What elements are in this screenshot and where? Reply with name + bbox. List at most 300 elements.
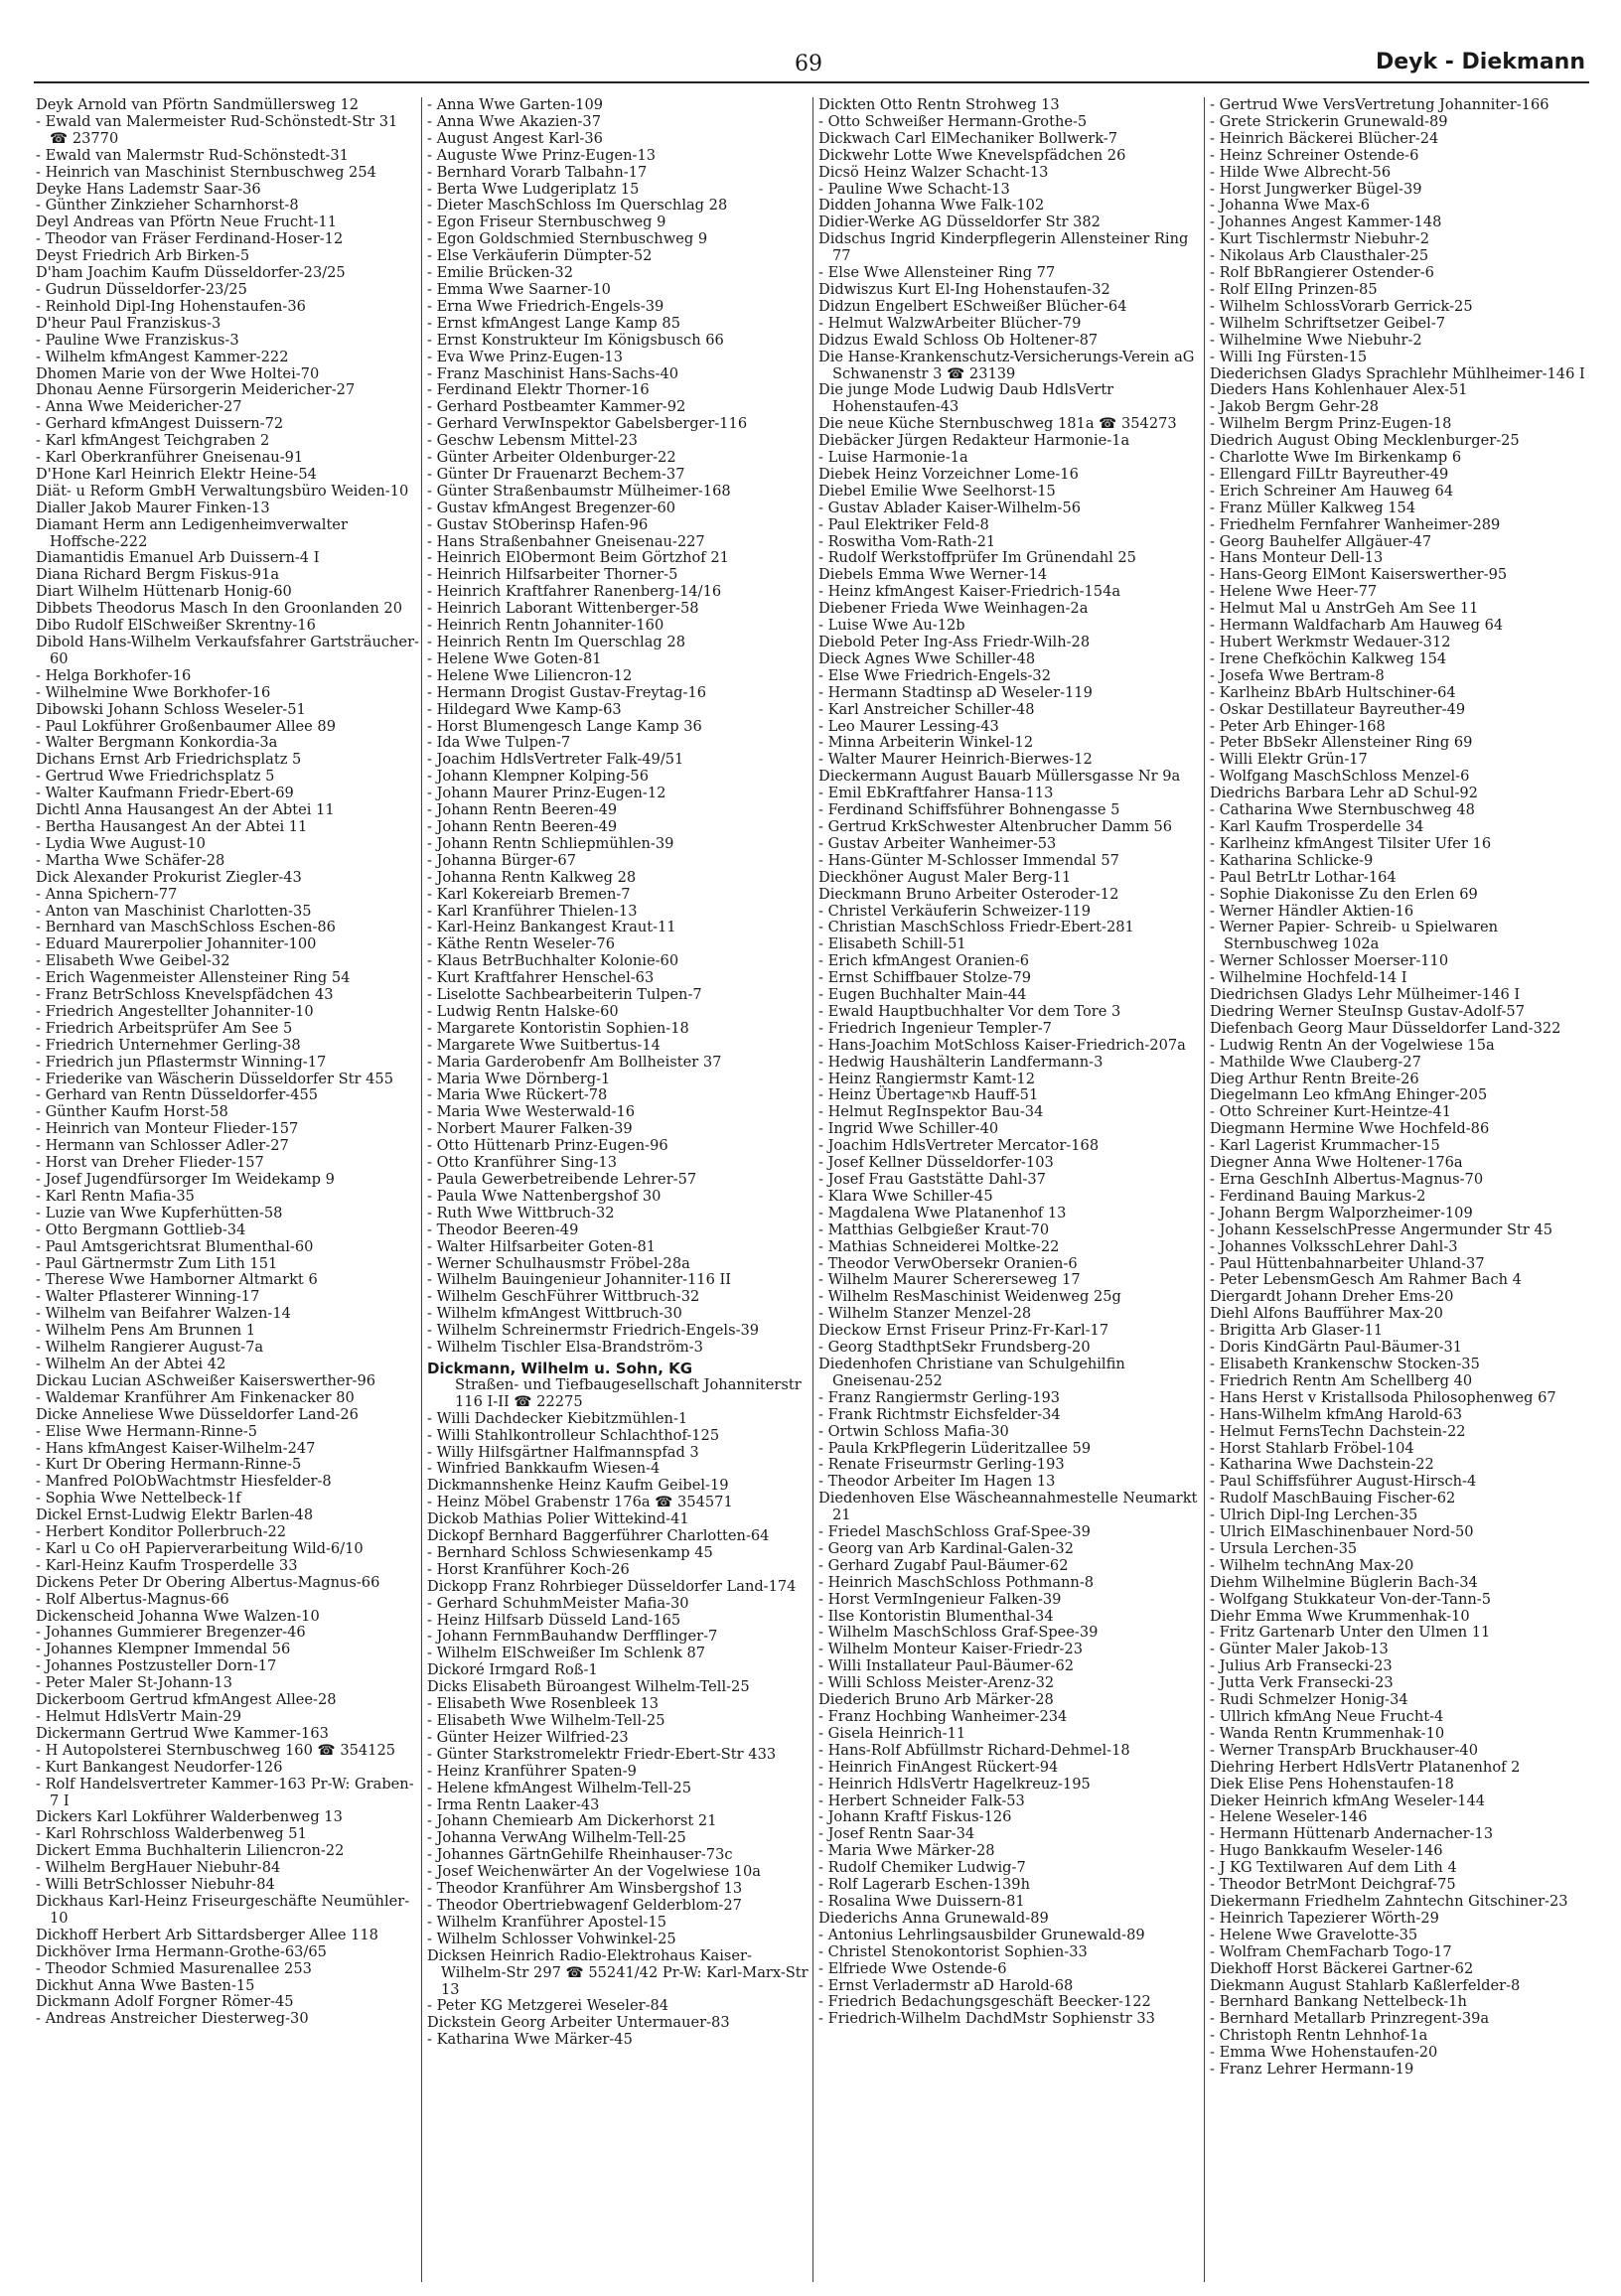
directory-entry: Dickau Lucian ASchweißer Kaiserswerther-96: [36, 1371, 376, 1389]
directory-entry: - Ludwig Rentn An der Vogelwiese 15a: [1210, 1036, 1495, 1054]
directory-entry: Diät- u Reform GmbH Verwaltungsbüro Weiden-10: [36, 482, 409, 500]
directory-entry: Diekmann August Stahlarb Kaßlerfelder-8: [1210, 1976, 1521, 1994]
directory-entry: - Wilhelm Bergm Prinz-Eugen-18: [1210, 415, 1452, 433]
directory-entry: - Gustav kfmAngest Bregenzer-60: [427, 499, 676, 516]
directory-entry: - Horst Stahlarb Fröbel-104: [1210, 1439, 1414, 1457]
directory-entry: - Ullrich kfmAng Neue Frucht-4: [1210, 1708, 1444, 1725]
directory-entry: Didwiszus Kurt El-Ing Hohenstaufen-32: [818, 280, 1110, 298]
column-3: [818, 97, 1202, 2284]
directory-entry: - Walter Pflasterer Winning-17: [36, 1288, 260, 1306]
directory-entry: - Helene Wwe Gravelotte-35: [1210, 1926, 1418, 1943]
directory-entry: Dichans Ernst Arb Friedrichsplatz 5: [36, 751, 302, 769]
directory-entry: - Karl Rohrschloss Walderbenweg 51: [36, 1825, 307, 1843]
directory-entry: Dickerboom Gertrud kfmAngest Allee-28: [36, 1691, 337, 1709]
directory-entry: - Otto Hüttenarb Prinz-Eugen-96: [427, 1137, 668, 1155]
directory-entry: Dieckmann Bruno Arbeiter Osteroder-12: [818, 885, 1119, 903]
directory-entry: - Rolf ElIng Prinzen-85: [1210, 280, 1378, 298]
directory-entry: - Wilhelm technAng Max-20: [1210, 1556, 1414, 1574]
directory-entry: - Johannes VolksschLehrer Dahl-3: [1210, 1237, 1458, 1255]
directory-entry: - Wilhelm Stanzer Menzel-28: [818, 1305, 1032, 1323]
directory-entry: Dickopp Franz Rohrbieger Düsseldorfer Land-174: [427, 1577, 797, 1595]
directory-entry: - Ruth Wwe Wittbruch-32: [427, 1204, 615, 1221]
directory-entry: Deyke Hans Lademstr Saar-36: [36, 180, 261, 198]
directory-entry: - Brigitta Arb Glaser-11: [1210, 1322, 1384, 1340]
directory-entry: - Hildegard Wwe Kamp-63: [427, 700, 622, 718]
directory-entry: - Ingrid Wwe Schiller-40: [818, 1120, 999, 1138]
directory-entry: - Friedrich Ingenieur Templer-7: [818, 1019, 1052, 1037]
directory-entry: - Ortwin Schloss Mafia-30: [818, 1422, 1009, 1440]
directory-entry: - Kurt Tischlermstr Niebuhr-2: [1210, 230, 1429, 248]
directory-entry: - Kurt Bankangest Neudorfer-126: [36, 1758, 283, 1776]
directory-entry: - Wilhelm Kranführer Apostel-15: [427, 1913, 667, 1931]
directory-entry: - Else Wwe Friedrich-Engels-32: [818, 666, 1052, 684]
directory-entry: - Wilhelm SchlossVorarb Gerrick-25: [1210, 297, 1473, 315]
directory-entry: - Maria Wwe Rückert-78: [427, 1086, 608, 1104]
directory-entry: - Karl kfmAngest Teichgraben 2: [36, 432, 270, 450]
directory-entry: - Maria Wwe Märker-28: [818, 1842, 995, 1860]
directory-entry: Diehr Emma Wwe Krummenhak-10: [1210, 1607, 1470, 1625]
directory-entry: - Hermann Stadtinsp aD Weseler-119: [818, 683, 1093, 701]
directory-entry: - Karlheinz kfmAngest Tilsiter Ufer 16: [1210, 834, 1492, 852]
directory-entry: - Ewald van Malermstr Rud-Schönstedt-31: [36, 146, 349, 164]
directory-entry: - Lydia Wwe August-10: [36, 834, 206, 852]
directory-entry: - Hans Herst v Kristallsoda Philosophenweg 67: [1210, 1388, 1556, 1406]
directory-entry: Dieker Heinrich kfmAng Weseler-144: [1210, 1792, 1486, 1809]
directory-entry: - Heinrich Rentn Johanniter-160: [427, 617, 664, 635]
directory-entry: Dicks Elisabeth Büroangest Wilhelm-Tell-25: [427, 1678, 750, 1696]
directory-entry: Dickopf Bernhard Baggerführer Charlotten-64: [427, 1527, 770, 1545]
directory-entry: - Peter KG Metzgerei Weseler-84: [427, 1997, 669, 2015]
directory-entry: - Walter Bergmann Konkordia-3a: [36, 734, 278, 752]
directory-entry: - Rosalina Wwe Duissern-81: [818, 1892, 1025, 1910]
directory-entry: Diekhoff Horst Bäckerei Gartner-62: [1210, 1959, 1474, 1977]
column-1: [36, 97, 419, 2284]
directory-entry: - Johann KesselschPresse Angermunder Str 45: [1210, 1220, 1553, 1238]
directory-entry: - Hans Monteur Dell-13: [1210, 549, 1384, 567]
directory-entry: Diek Elise Pens Hohenstaufen-18: [1210, 1775, 1454, 1793]
directory-entry: - Hugo Bankkaufm Weseler-146: [1210, 1842, 1443, 1860]
directory-entry: - Hermann van Schlosser Adler-27: [36, 1137, 289, 1155]
directory-entry: - Horst VermIngenieur Falken-39: [818, 1590, 1062, 1608]
directory-entry: - Johann Rentn Beeren-49: [427, 817, 618, 835]
directory-entry: - Wilhelmine Wwe Borkhofer-16: [36, 683, 271, 701]
directory-entry: - Paula Gewerbetreibende Lehrer-57: [427, 1171, 697, 1188]
directory-entry: - Heinz Möbel Grabenstr 176a ☎ 354571: [427, 1494, 733, 1511]
directory-entry: - Herbert Schneider Falk-53: [818, 1792, 1025, 1809]
directory-entry: - Johanna VerwAng Wilhelm-Tell-25: [427, 1829, 686, 1847]
directory-entry: Dibo Rudolf ElSchweißer Skrentny-16: [36, 617, 316, 635]
directory-entry: Dieckow Ernst Friseur Prinz-Fr-Karl-17: [818, 1322, 1109, 1340]
directory-entry: - Bernhard Bankang Nettelbeck-1h: [1210, 1993, 1467, 2011]
directory-entry: - Erna Wwe Friedrich-Engels-39: [427, 297, 664, 315]
directory-entry: Diana Richard Bergm Fiskus-91a: [36, 566, 280, 584]
directory-entry: - Wilhelm GeschFührer Wittbruch-32: [427, 1288, 700, 1306]
directory-entry: - Wilhelmine Wwe Niebuhr-2: [1210, 331, 1422, 349]
directory-entry: - Nikolaus Arb Clausthaler-25: [1210, 247, 1429, 265]
directory-entry: - Elisabeth Wwe Geibel-32: [36, 952, 230, 970]
directory-entry: - Karl-Heinz Bankangest Kraut-11: [427, 919, 676, 936]
directory-entry: Diamant Herm ann Ledigenheimverwalter Hoffsche-222: [36, 515, 348, 550]
directory-entry: - Bernhard Schloss Schwiesenkamp 45: [427, 1543, 713, 1561]
directory-entry: - Heinrich Hilfsarbeiter Thorner-5: [427, 566, 678, 584]
directory-entry: - Helmut Mal u AnstrGeh Am See 11: [1210, 600, 1479, 618]
directory-entry: - Anna Wwe Garten-109: [427, 97, 604, 113]
directory-entry: - Bertha Hausangest An der Abtei 11: [36, 817, 308, 835]
directory-entry: - Johanna Rentn Kalkweg 28: [427, 868, 637, 886]
directory-entry: - Günter Heizer Wilfried-23: [427, 1728, 629, 1746]
directory-entry: - Elisabeth Wwe Wilhelm-Tell-25: [427, 1712, 665, 1729]
directory-entry: Didden Johanna Wwe Falk-102: [818, 197, 1045, 215]
directory-entry: Diedrichsen Gladys Lehr Mülheimer-146 I: [1210, 986, 1521, 1004]
directory-entry: - Bernhard Vorarb Talbahn-17: [427, 163, 648, 181]
directory-entry: - Erna GeschInh Albertus-Magnus-70: [1210, 1171, 1484, 1188]
directory-entry: D'Hone Karl Heinrich Elektr Heine-54: [36, 465, 317, 483]
directory-entry: - Willi BetrSchlosser Niebuhr-84: [36, 1876, 275, 1894]
directory-entry: - Franz Maschinist Hans-Sachs-40: [427, 364, 679, 382]
directory-entry: - Emma Wwe Saarner-10: [427, 280, 611, 298]
directory-entry: - Eugen Buchhalter Main-44: [818, 986, 1027, 1004]
directory-entry: - Andreas Anstreicher Diesterweg-30: [36, 2010, 309, 2028]
directory-entry: - Hedwig Haushälterin Landfermann-3: [818, 1053, 1104, 1071]
directory-entry: - Heinrich van Maschinist Sternbuschweg 254: [36, 163, 376, 181]
directory-entry: - Hans-Günter M-Schlosser Immendal 57: [818, 851, 1119, 869]
directory-entry: - Peter Arb Ehinger-168: [1210, 717, 1386, 735]
directory-entry: - Friedhelm Fernfahrer Wanheimer-289: [1210, 515, 1501, 533]
directory-entry: - Horst van Dreher Flieder-157: [36, 1154, 264, 1172]
directory-entry: - Karl Kaufm Trosperdelle 34: [1210, 817, 1424, 835]
directory-entry: - Willi Elektr Grün-17: [1210, 751, 1368, 769]
directory-entry: - Otto Schreiner Kurt-Heintze-41: [1210, 1103, 1452, 1121]
running-head: Deyk - Diekmann: [1375, 50, 1585, 74]
directory-entry: - Helmut HdlsVertr Main-29: [36, 1708, 242, 1725]
directory-entry: - Hubert Werkmstr Wedauer-312: [1210, 634, 1451, 650]
directory-entry: - Werner Papier- Schreib- u Spielwaren Sternbuschweg 102a: [1210, 919, 1499, 953]
directory-entry: - Paul Elektriker Feld-8: [818, 515, 989, 533]
directory-entry: - Paula KrkPflegerin Lüderitzallee 59: [818, 1439, 1092, 1457]
directory-entry: - Wilhelm Maurer Schererseweg 17: [818, 1271, 1081, 1289]
directory-entry: - Helene Wwe Goten-81: [427, 649, 602, 667]
directory-entry: Dickten Otto Rentn Strohweg 13: [818, 97, 1060, 113]
directory-entry: - Günter Straßenbaumstr Mülheimer-168: [427, 482, 731, 500]
directory-entry: - Roswitha Vom-Rath-21: [818, 532, 996, 550]
directory-entry: - Wilhelm Schriftsetzer Geibel-7: [1210, 314, 1446, 332]
directory-entry: Dickhut Anna Wwe Basten-15: [36, 1976, 255, 1994]
directory-entry: - Heinz Rangiermstr Kamt-12: [818, 1070, 1035, 1087]
directory-entry: - Irma Rentn Laaker-43: [427, 1795, 600, 1813]
directory-entry: - Willi Schloss Meister-Arenz-32: [818, 1674, 1055, 1692]
directory-entry: - Magdalena Wwe Platanenhof 13: [818, 1204, 1067, 1221]
directory-entry: - Hilde Wwe Albrecht-56: [1210, 163, 1392, 181]
directory-entry: - Friedrich-Wilhelm DachdMstr Sophienstr 33: [818, 2010, 1155, 2028]
directory-entry: - Joachim HdlsVertreter Falk-49/51: [427, 751, 684, 769]
directory-entry: - Helene kfmAngest Wilhelm-Tell-25: [427, 1779, 692, 1796]
directory-entry: - Egon Friseur Sternbuschweg 9: [427, 214, 666, 231]
directory-entry: - Heinz Übertageארb Hauff-51: [818, 1086, 1039, 1104]
directory-entry: Deyl Andreas van Pförtn Neue Frucht-11: [36, 214, 337, 231]
directory-entry: Dickers Karl Lokführer Walderbenweg 13: [36, 1808, 343, 1826]
directory-entry: Dickens Peter Dr Obering Albertus-Magnus-66: [36, 1573, 380, 1591]
directory-entry: - Johann Maurer Prinz-Eugen-12: [427, 785, 666, 802]
directory-entry: - Friedrich jun Pflastermstr Winning-17: [36, 1053, 327, 1071]
directory-entry: - Helene Wwe Liliencron-12: [427, 666, 633, 684]
directory-entry: - Wilhelm kfmAngest Kammer-222: [36, 348, 289, 365]
directory-entry: Dicsö Heinz Walzer Schacht-13: [818, 163, 1049, 181]
directory-entry: - Gustav StOberinsp Hafen-96: [427, 515, 649, 533]
directory-entry: - Fritz Gartenarb Unter den Ulmen 11: [1210, 1624, 1491, 1642]
directory-entry: - Luzie van Wwe Kupferhütten-58: [36, 1204, 283, 1221]
directory-entry: - Heinz Hilfsarb Düsseld Land-165: [427, 1611, 681, 1629]
directory-entry: - Paul Lokführer Großenbaumer Allee 89: [36, 717, 336, 735]
directory-entry: - Heinrich Tapezierer Wörth-29: [1210, 1909, 1439, 1927]
directory-entry: - Bernhard van MaschSchloss Eschen-86: [36, 919, 336, 936]
directory-entry: - Hans-Wilhelm kfmAng Harold-63: [1210, 1405, 1462, 1423]
directory-entry: - Horst Blumengesch Lange Kamp 36: [427, 717, 702, 735]
directory-entry: Dicksen Heinrich Radio-Elektrohaus Kaiser-Wilhelm-Str 297 ☎ 55241/42 Pr-W: Karl-Marx-Str 13: [427, 1946, 809, 1998]
directory-entry: Diegelmann Leo kfmAng Ehinger-205: [1210, 1086, 1488, 1104]
directory-entry: - Katharina Wwe Dachstein-22: [1210, 1456, 1434, 1474]
directory-entry: - Doris KindGärtn Paul-Bäumer-31: [1210, 1339, 1463, 1357]
directory-entry: - Helene Wwe Heer-77: [1210, 583, 1378, 601]
directory-entry: - Willi Dachdecker Kiebitzmühlen-1: [427, 1409, 688, 1427]
directory-entry: - Maria Wwe Dörnberg-1: [427, 1070, 611, 1087]
directory-entry: - Gerhard SchuhmMeister Mafia-30: [427, 1594, 689, 1612]
directory-entry: Diebold Peter Ing-Ass Friedr-Wilh-28: [818, 634, 1091, 650]
directory-entry: Diehl Alfons Baufführer Max-20: [1210, 1305, 1443, 1323]
directory-entry: - Helene Weseler-146: [1210, 1808, 1368, 1826]
directory-entry: - Willi Installateur Paul-Bäumer-62: [818, 1657, 1075, 1675]
directory-entry: Diefenbach Georg Maur Düsseldorfer Land-322: [1210, 1019, 1561, 1037]
column-4: [1210, 97, 1593, 2284]
directory-entry: - Christel Stenokontorist Sophien-33: [818, 1942, 1088, 1960]
directory-entry: Diebener Frieda Wwe Weinhagen-2a: [818, 600, 1089, 618]
directory-entry: - Heinz kfmAngest Kaiser-Friedrich-154a: [818, 583, 1121, 601]
directory-entry: - Mathias Schneiderei Moltke-22: [818, 1237, 1060, 1255]
directory-entry: - Josef Jugendfürsorger Im Weidekamp 9: [36, 1171, 335, 1188]
directory-entry: - Catharina Wwe Sternbuschweg 48: [1210, 801, 1475, 819]
directory-entry: - Ferdinand Schiffsführer Bohnengasse 5: [818, 801, 1120, 819]
directory-entry: - Franz Müller Kalkweg 154: [1210, 499, 1416, 516]
directory-entry: - Peter LebensmGesch Am Rahmer Bach 4: [1210, 1271, 1522, 1289]
directory-entry: - Eduard Maurerpolier Johanniter-100: [36, 935, 317, 953]
page-number: 69: [795, 52, 822, 76]
directory-entry: - Gustav Arbeiter Wanheimer-53: [818, 834, 1057, 852]
directory-entry: - Sophie Diakonisse Zu den Erlen 69: [1210, 885, 1478, 903]
directory-entry: - Helga Borkhofer-16: [36, 666, 192, 684]
directory-entry: - Charlotte Wwe Im Birkenkamp 6: [1210, 449, 1462, 467]
directory-entry: - Gertrud KrkSchwester Altenbrucher Damm 56: [818, 817, 1173, 835]
directory-entry: - Christel Verkäuferin Schweizer-119: [818, 902, 1092, 920]
directory-entry: Dickel Ernst-Ludwig Elektr Barlen-48: [36, 1507, 314, 1524]
directory-entry: - Erich Schreiner Am Hauweg 64: [1210, 482, 1454, 500]
directory-entry: - Otto Kranführer Sing-13: [427, 1154, 618, 1172]
directory-entry: - Josefa Wwe Bertram-8: [1210, 666, 1385, 684]
directory-entry: - Dieter MaschSchloss Im Querschlag 28: [427, 197, 728, 215]
directory-entry: Diebek Heinz Vorzeichner Lome-16: [818, 465, 1079, 483]
directory-entry: - Rolf Handelsvertreter Kammer-163 Pr-W: Graben-7 I: [36, 1775, 414, 1809]
header-rule: [34, 81, 1589, 83]
directory-entry: D'ham Joachim Kaufm Düsseldorfer-23/25: [36, 264, 346, 282]
directory-entry: Didier-Werke AG Düsseldorfer Str 382: [818, 214, 1101, 231]
directory-entry: Didschus Ingrid Kinderpflegerin Allensteiner Ring 77: [818, 230, 1189, 265]
directory-entry: - Georg van Arb Kardinal-Galen-32: [818, 1539, 1074, 1557]
directory-entry: - Ellengard FilLtr Bayreuther-49: [1210, 465, 1449, 483]
directory-entry: - Sophia Wwe Nettelbeck-1f: [36, 1490, 241, 1507]
directory-entry: - Hans kfmAngest Kaiser-Wilhelm-247: [36, 1439, 316, 1457]
directory-entry: Dickhaus Karl-Heinz Friseurgeschäfte Neumühler-10: [36, 1892, 410, 1927]
directory-entry: - Christian MaschSchloss Friedr-Ebert-281: [818, 919, 1134, 936]
directory-entry: Diedenhofen Christiane van Schulgehilfin Gneisenau-252: [818, 1355, 1125, 1389]
directory-entry: - Klara Wwe Schiller-45: [818, 1187, 993, 1205]
directory-entry: Dickhoff Herbert Arb Sittardsberger Allee 118: [36, 1926, 378, 1943]
directory-entry: - Emil EbKraftfahrer Hansa-113: [818, 785, 1054, 802]
directory-entry: Diederichsen Gladys Sprachlehr Mühlheimer-146 I: [1210, 364, 1585, 382]
directory-entry: - Friedrich Rentn Am Schellberg 40: [1210, 1371, 1473, 1389]
directory-entry: - Ida Wwe Tulpen-7: [427, 734, 571, 752]
directory-entry: - H Autopolsterei Sternbuschweg 160 ☎ 354125: [36, 1741, 396, 1759]
directory-entry: Dickwehr Lotte Wwe Knevelspfädchen 26: [818, 146, 1126, 164]
directory-entry: - Egon Goldschmied Sternbuschweg 9: [427, 230, 708, 248]
directory-entry: - Friedrich Angestellter Johanniter-10: [36, 1002, 314, 1020]
directory-entry: Deyst Friedrich Arb Birken-5: [36, 247, 250, 265]
directory-entry: - Gerhard Postbeamter Kammer-92: [427, 398, 686, 416]
directory-entry: - Gerhard VerwInspektor Gabelsberger-116: [427, 415, 748, 433]
directory-entry: Diergardt Johann Dreher Ems-20: [1210, 1288, 1454, 1306]
directory-entry: - Erich kfmAngest Oranien-6: [818, 952, 1030, 970]
directory-entry: - Paul Amtsgerichtsrat Blumenthal-60: [36, 1237, 314, 1255]
directory-entry: - Katharina Schlicke-9: [1210, 851, 1374, 869]
directory-entry: - Hans Straßenbahner Gneisenau-227: [427, 532, 705, 550]
directory-entry: - Margarete Kontoristin Sophien-18: [427, 1019, 689, 1037]
directory-entry: - Rudi Schmelzer Honig-34: [1210, 1691, 1408, 1709]
directory-entry: - Manfred PolObWachtmstr Hiesfelder-8: [36, 1473, 332, 1491]
directory-entry: - Joachim HdlsVertreter Mercator-168: [818, 1137, 1100, 1155]
directory-entry: - Heinrich MaschSchloss Pothmann-8: [818, 1573, 1095, 1591]
directory-entry: Dichtl Anna Hausangest An der Abtei 11: [36, 801, 335, 819]
directory-entry: Diebäcker Jürgen Redakteur Harmonie-1a: [818, 432, 1130, 450]
directory-entry: - Friederike van Wäscherin Düsseldorfer Str 455: [36, 1070, 393, 1087]
directory-entry: - Rolf BbRangierer Ostender-6: [1210, 264, 1434, 282]
directory-entry: - Johann Bergm Walporzheimer-109: [1210, 1204, 1473, 1221]
directory-entry: - Gerhard Zugabf Paul-Bäumer-62: [818, 1556, 1069, 1574]
directory-entry: - Anton van Maschinist Charlotten-35: [36, 902, 312, 920]
directory-entry: - Werner Händler Aktien-16: [1210, 902, 1414, 920]
directory-entry: - Willi Ing Fürsten-15: [1210, 348, 1368, 365]
directory-entry: - Else Wwe Allensteiner Ring 77: [818, 264, 1056, 282]
directory-entry: - Eva Wwe Prinz-Eugen-13: [427, 348, 623, 365]
directory-entry: - Rudolf Werkstoffprüfer Im Grünendahl 25: [818, 549, 1136, 567]
directory-entry: Dickmannshenke Heinz Kaufm Geibel-19: [427, 1477, 729, 1495]
directory-entry: - Heinrich Rentn Im Querschlag 28: [427, 634, 685, 650]
directory-entry: Dieckhöner August Maler Berg-11: [818, 868, 1072, 886]
directory-entry: - Wolfgang MaschSchloss Menzel-6: [1210, 768, 1470, 786]
directory-entry: - Emilie Brücken-32: [427, 264, 573, 282]
directory-entry: - Hermann Drogist Gustav-Freytag-16: [427, 683, 707, 701]
directory-entry: - Auguste Wwe Prinz-Eugen-13: [427, 146, 657, 164]
directory-entry: Diegmann Hermine Wwe Hochfeld-86: [1210, 1120, 1490, 1138]
directory-entry: - Wilhelm kfmAngest Wittbruch-30: [427, 1305, 682, 1323]
directory-entry: - Heinrich Laborant Wittenberger-58: [427, 600, 699, 618]
directory-entry: Dickmann, Wilhelm u. Sohn, KG: [427, 1359, 693, 1377]
directory-entry: Dickenscheid Johanna Wwe Walzen-10: [36, 1607, 320, 1625]
directory-entry: - Wilhelm An der Abtei 42: [36, 1355, 226, 1372]
directory-entry: - Paul Schiffsführer August-Hirsch-4: [1210, 1473, 1477, 1491]
directory-entry: Dieg Arthur Rentn Breite-26: [1210, 1070, 1419, 1087]
directory-entry: - Frank Richtmstr Eichsfelder-34: [818, 1405, 1061, 1423]
directory-entry: - Johann Chemiearb Am Dickerhorst 21: [427, 1812, 717, 1830]
directory-entry: - Wilhelm Rangierer August-7a: [36, 1339, 264, 1357]
directory-entry: Dicke Anneliese Wwe Düsseldorfer Land-26: [36, 1405, 359, 1423]
directory-entry: - Helmut FernsTechn Dachstein-22: [1210, 1422, 1466, 1440]
column-divider: [421, 97, 422, 2282]
directory-entry: - Maria Wwe Westerwald-16: [427, 1103, 636, 1121]
directory-entry: Dieckermann August Bauarb Müllersgasse Nr 9a: [818, 768, 1181, 786]
directory-entry: Deyk Arnold van Pförtn Sandmüllersweg 12: [36, 97, 360, 113]
directory-entry: Dickmann Adolf Forgner Römer-45: [36, 1993, 294, 2011]
directory-entry: - Ilse Kontoristin Blumenthal-34: [818, 1607, 1054, 1625]
directory-entry: - Günter Arbeiter Oldenburger-22: [427, 449, 676, 467]
directory-entry: - Pauline Wwe Franziskus-3: [36, 331, 239, 349]
directory-entry: - Walter Kaufmann Friedr-Ebert-69: [36, 785, 294, 802]
directory-entry: - Wolfram ChemFacharb Togo-17: [1210, 1942, 1452, 1960]
directory-entry: - Johanna Bürger-67: [427, 851, 576, 869]
directory-entry: - Günter Dr Frauenarzt Bechem-37: [427, 465, 685, 483]
directory-entry: - Mathilde Wwe Clauberg-27: [1210, 1053, 1421, 1071]
directory-entry: - Ernst Schiffbauer Stolze-79: [818, 969, 1032, 987]
directory-entry: - Johann Klempner Kolping-56: [427, 768, 649, 786]
directory-entry: - Waldemar Kranführer Am Finkenacker 80: [36, 1388, 355, 1406]
directory-entry: - Elisabeth Wwe Rosenbleek 13: [427, 1695, 660, 1713]
directory-entry: - Ludwig Rentn Halske-60: [427, 1002, 619, 1020]
directory-entry: - Heinrich ElObermont Beim Görtzhof 21: [427, 549, 729, 567]
directory-entry: - Klaus BetrBuchhalter Kolonie-60: [427, 952, 679, 970]
directory-entry: - Elisabeth Schill-51: [818, 935, 966, 953]
directory-entry: - Gerhard kfmAngest Duissern-72: [36, 415, 284, 433]
directory-entry: - Hermann Hüttenarb Andernacher-13: [1210, 1825, 1494, 1843]
directory-entry: - Heinrich HdlsVertr Hagelkreuz-195: [818, 1775, 1091, 1793]
directory-entry: Diehring Herbert HdlsVertr Platanenhof 2: [1210, 1758, 1521, 1776]
directory-entry: - Wilhelm BergHauer Niebuhr-84: [36, 1859, 281, 1877]
directory-entry: - Bernhard Metallarb Prinzregent-39a: [1210, 2010, 1490, 2028]
directory-entry: - Ewald van Malermeister Rud-Schönstedt-Str 31 ☎ 23770: [36, 112, 398, 147]
directory-entry: - Ulrich ElMaschinenbauer Nord-50: [1210, 1523, 1474, 1541]
directory-entry: - Maria Garderobenfr Am Bollheister 37: [427, 1053, 722, 1071]
directory-entry: - Ernst kfmAngest Lange Kamp 85: [427, 314, 680, 332]
directory-entry: - Luise Harmonie-1a: [818, 449, 968, 467]
directory-entry: Die junge Mode Ludwig Daub HdlsVertr Hohenstaufen-43: [818, 381, 1114, 416]
directory-entry: - Franz Hochbing Wanheimer-234: [818, 1708, 1068, 1725]
directory-entry: Straßen- und Tiefbaugesellschaft Johanniterstr 116 I-II ☎ 22275: [455, 1375, 802, 1410]
directory-entry: - Hans-Georg ElMont Kaiserswerther-95: [1210, 566, 1508, 584]
directory-entry: - Paul Gärtnermstr Zum Lith 151: [36, 1254, 278, 1272]
directory-entry: D'heur Paul Franziskus-3: [36, 314, 221, 332]
directory-entry: - Leo Maurer Lessing-43: [818, 717, 999, 735]
directory-entry: - Willy Hilfsgärtner Halfmannspfad 3: [427, 1443, 699, 1461]
directory-entry: - Gudrun Düsseldorfer-23/25: [36, 280, 247, 298]
directory-entry: - Günther Kaufm Horst-58: [36, 1103, 228, 1121]
directory-entry: - Elfriede Wwe Ostende-6: [818, 1959, 1007, 1977]
directory-entry: - Georg StadthptSekr Frundsberg-20: [818, 1339, 1091, 1357]
directory-entry: - Käthe Rentn Weseler-76: [427, 935, 615, 953]
directory-entry: - Else Verkäuferin Dümpter-52: [427, 247, 653, 265]
directory-entry: - Horst Kranführer Koch-26: [427, 1560, 630, 1578]
directory-entry: - Pauline Wwe Schacht-13: [818, 180, 1010, 198]
directory-entry: - Gerhard van Rentn Düsseldorfer-455: [36, 1086, 319, 1104]
directory-entry: Dickob Mathias Polier Wittekind-41: [427, 1510, 689, 1528]
directory-entry: - Friedrich Arbeitsprüfer Am See 5: [36, 1019, 293, 1037]
directory-entry: - Johannes Gummierer Bregenzer-46: [36, 1624, 306, 1642]
directory-entry: - August Angest Karl-36: [427, 129, 603, 147]
directory-entry: - Julius Arb Fransecki-23: [1210, 1657, 1393, 1675]
